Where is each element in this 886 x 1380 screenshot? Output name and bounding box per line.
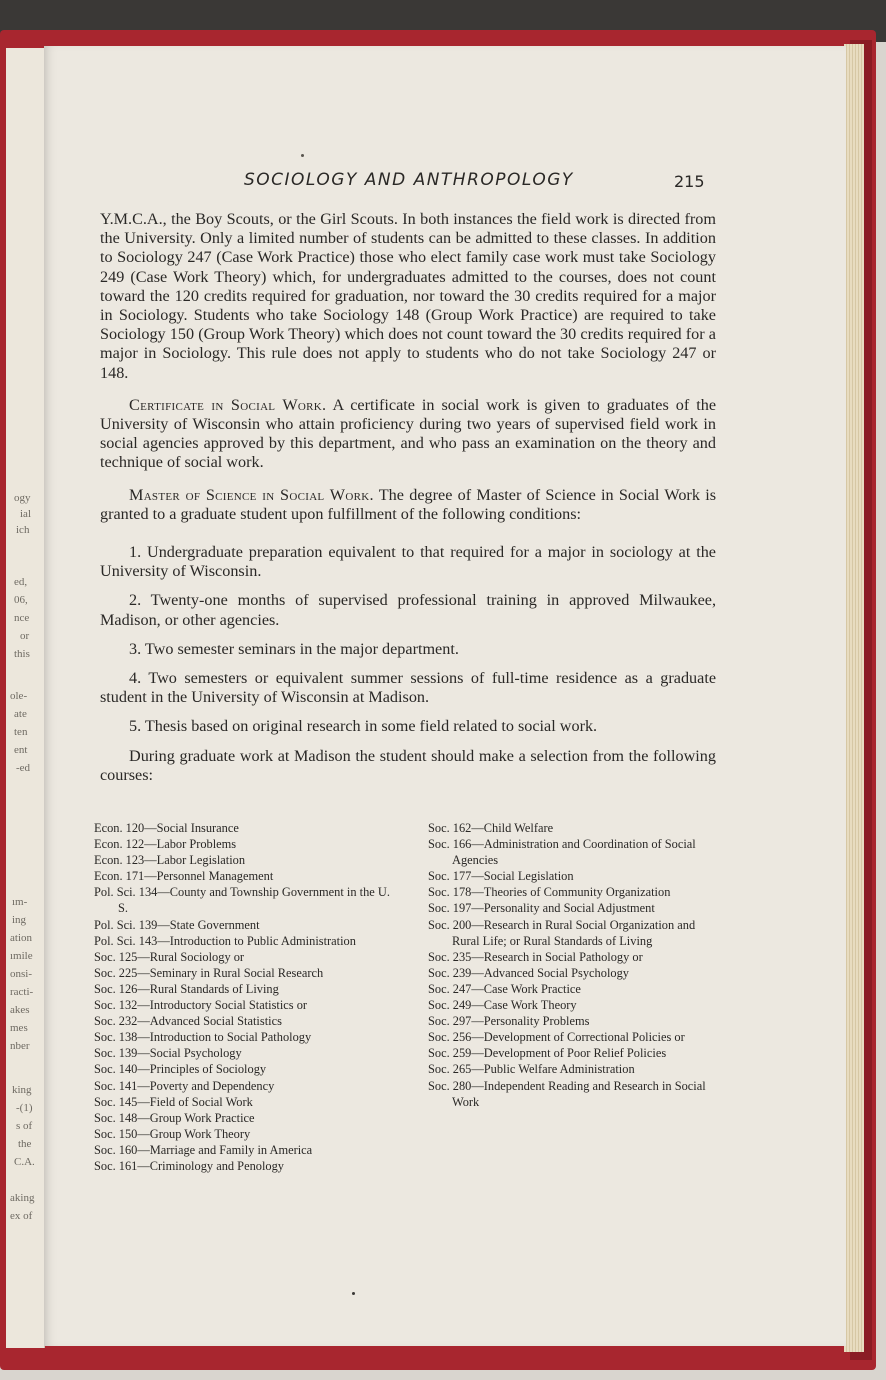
course-entry: Soc. 148—Group Work Practice [94, 1110, 255, 1125]
course-entry: Soc. 197—Personality and Social Adjustment [428, 901, 655, 916]
condition-item: 2. Twenty-one months of supervised professional training in approved Milwaukee, Madison, or other agencies. [100, 591, 716, 629]
course-column-right [428, 820, 724, 1110]
course-entry: Econ. 120—Social Insurance [94, 821, 239, 835]
facing-page-fragment: ation [10, 932, 32, 944]
course-entry: Soc. 177—Social Legislation [428, 869, 574, 884]
facing-page-fragment: or [20, 630, 30, 642]
certificate-paragraph [100, 396, 716, 473]
course-entry: Soc. 239—Advanced Social Psychology [428, 965, 629, 980]
facing-page-fragment: nce [14, 612, 30, 624]
course-entry: Soc. 178—Theories of Community Organization [428, 885, 671, 900]
course-entry: Pol. Sci. 134—County and Township Government in the U. S. [94, 885, 390, 916]
facing-page-fragment: ten [14, 726, 28, 738]
course-entry: Econ. 123—Labor Legislation [94, 853, 246, 868]
course-entry: Econ. 171—Personnel Management [94, 869, 274, 884]
master-text: The degree of Master of Science in Social Work is granted to a graduate student upon fulfillment of the following conditions: [100, 485, 716, 523]
course-entry: Soc. 249—Case Work Theory [428, 998, 577, 1013]
course-entry: Soc. 297—Personality Problems [428, 1014, 590, 1029]
facing-page-fragment: the [18, 1138, 32, 1150]
facing-page-fragment: onsi- [10, 968, 32, 980]
facing-page-fragment: ed, [14, 576, 28, 588]
facing-page-fragment: ogy [14, 492, 31, 504]
course-entry: Soc. 265—Public Welfare Administration [428, 1062, 635, 1077]
course-entry: Soc. 200—Research in Rural Social Organization and Rural Life; or Rural Standards of Living [428, 917, 696, 948]
page-number: 215 [674, 172, 705, 191]
facing-page-fragment: ım- [12, 896, 28, 908]
closing-paragraph: During graduate work at Madison the student should make a selection from the following courses: [100, 746, 716, 784]
facing-page-edge [6, 48, 45, 1348]
course-entry: Soc. 235—Research in Social Pathology or [428, 949, 643, 964]
course-entry: Soc. 139—Social Psychology [94, 1046, 242, 1061]
facing-page-fragment: ial [20, 508, 31, 520]
page-speck [301, 154, 304, 157]
course-entry: Soc. 132—Introductory Social Statistics or [94, 998, 308, 1013]
course-entry: Soc. 141—Poverty and Dependency [94, 1078, 275, 1093]
course-entry: Soc. 145—Field of Social Work [94, 1094, 253, 1109]
course-entry: Econ. 122—Labor Problems [94, 837, 237, 852]
course-entry: Soc. 126—Rural Standards of Living [94, 981, 279, 996]
condition-item: 1. Undergraduate preparation equivalent to that required for a major in sociology at the University of Wisconsin. [100, 543, 716, 581]
book-page [44, 46, 846, 1346]
facing-page-fragment: racti- [10, 986, 34, 998]
condition-item: 3. Two semester seminars in the major department. [129, 639, 459, 658]
facing-page-fragment: 06, [14, 594, 28, 606]
certificate-text: A certificate in social work is given to graduates of the University of Wisconsin who attain proficiency during two years of supervised field work in social agencies approved by this department, and who pass an examination on the theory and technique of social work. [100, 395, 716, 472]
course-entry: Soc. 150—Group Work Theory [94, 1126, 251, 1141]
facing-page-fragment: ole- [10, 690, 28, 702]
course-entry: Soc. 166—Administration and Coordination of Social Agencies [428, 837, 696, 868]
course-column-left [94, 820, 390, 1174]
page-stack-edge [844, 44, 864, 1352]
course-entry: Pol. Sci. 143—Introduction to Public Administration [94, 933, 356, 948]
facing-page-fragment: king [12, 1084, 32, 1096]
master-heading: Master of Science in Social Work. [129, 485, 374, 504]
facing-page-fragment: ent [14, 744, 28, 756]
body-text [100, 210, 716, 785]
facing-page-fragment: ing [12, 914, 27, 926]
certificate-heading: Certificate in Social Work. [129, 395, 327, 414]
course-entry: Pol. Sci. 139—State Government [94, 917, 260, 932]
facing-page-fragment: akes [10, 1004, 30, 1016]
course-entry: Soc. 256—Development of Correctional Policies or [428, 1030, 685, 1045]
facing-page-fragment: this [14, 648, 30, 660]
facing-page-fragment: ımile [10, 950, 33, 962]
course-entry: Soc. 140—Principles of Sociology [94, 1062, 267, 1077]
course-entry: Soc. 160—Marriage and Family in America [94, 1142, 313, 1157]
course-entry: Soc. 162—Child Welfare [428, 821, 554, 835]
master-paragraph [100, 486, 716, 524]
course-entry: Soc. 259—Development of Poor Relief Policies [428, 1046, 667, 1061]
facing-page-fragment: aking [10, 1192, 35, 1204]
course-entry: Soc. 280—Independent Reading and Research in Social Work [428, 1078, 706, 1109]
facing-page-fragment: ate [14, 708, 27, 720]
facing-page-fragment: ich [16, 524, 30, 536]
course-entry: Soc. 232—Advanced Social Statistics [94, 1014, 282, 1029]
facing-page-fragment: ex of [10, 1210, 33, 1222]
facing-page-fragment: s of [16, 1120, 33, 1132]
course-entry: Soc. 125—Rural Sociology or [94, 949, 245, 964]
facing-page-fragment: nber [10, 1040, 30, 1052]
course-entry: Soc. 161—Criminology and Penology [94, 1158, 284, 1173]
condition-item: 4. Two semesters or equivalent summer sessions of full-time residence as a graduate student in the University of Wisconsin at Madison. [100, 669, 716, 707]
facing-page-fragment: -(1) [16, 1102, 33, 1114]
course-entry: Soc. 247—Case Work Practice [428, 981, 581, 996]
course-entry: Soc. 138—Introduction to Social Pathology [94, 1030, 312, 1045]
condition-item: 5. Thesis based on original research in some field related to social work. [129, 717, 598, 736]
facing-page-fragment: -ed [16, 762, 31, 774]
running-header [44, 170, 846, 194]
page-speck [352, 1292, 355, 1295]
facing-page-fragment: mes [10, 1022, 28, 1034]
course-entry: Soc. 225—Seminary in Rural Social Research [94, 965, 324, 980]
facing-page-fragment: C.A. [14, 1156, 35, 1168]
intro-paragraph: Y.M.C.A., the Boy Scouts, or the Girl Scouts. In both instances the field work is directed from the University. Only a limited number of students can be admitted to these classes. In addition to Sociology 247 (Case Work Practice) those who elect family case work must take Sociology 249 (Case Work Theory) which, for undergraduates admitted to the courses, does not count toward the 120 credits required for graduation, nor toward the 30 credits required for a major in Sociology. Students who take Sociology 148 (Group Work Practice) are required to take Sociology 150 (Group Work Theory) which does not count toward the 30 credits required for a major in Sociology. This rule does not apply to students who do not take Sociology 247 or 148. [100, 210, 716, 382]
running-title: SOCIOLOGY AND ANTHROPOLOGY [244, 170, 574, 190]
